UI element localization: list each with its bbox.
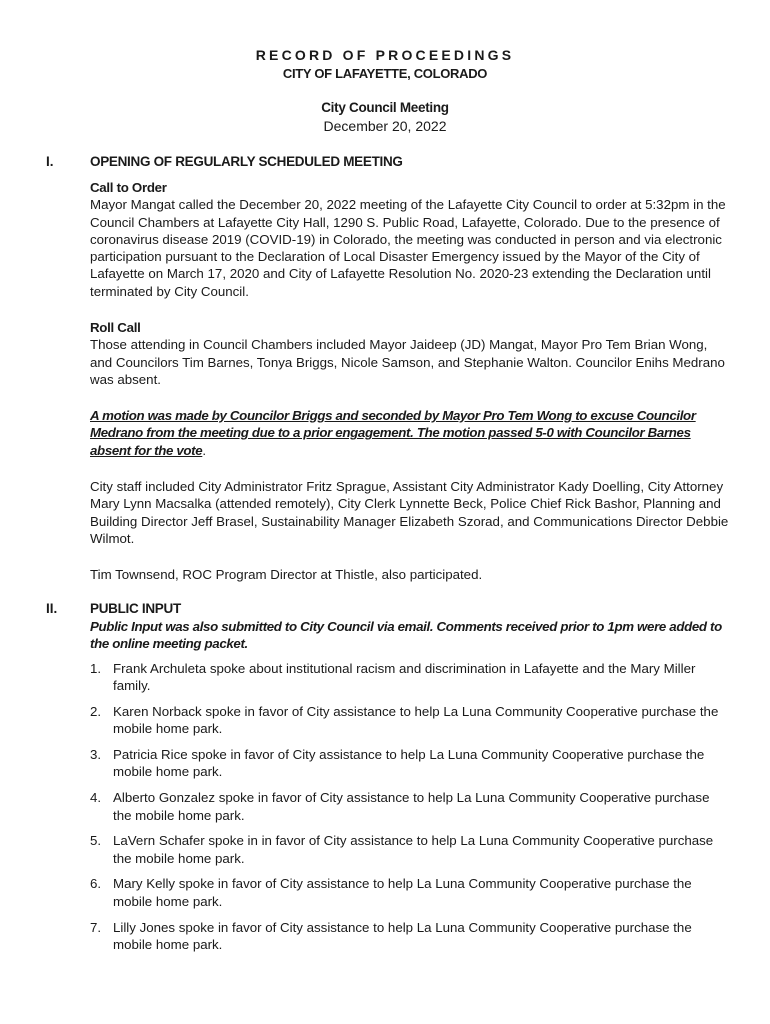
list-item-text: Mary Kelly spoke in favor of City assistance to help La Luna Community Cooperative purchase the mobile home park. — [113, 876, 692, 909]
list-item — [90, 875, 730, 910]
list-item-text: Patricia Rice spoke in favor of City assistance to help La Luna Community Cooperative purchase the mobile home park. — [113, 747, 705, 780]
list-item — [90, 832, 730, 867]
list-item — [90, 789, 730, 824]
staff-paragraph: City staff included City Administrator Fritz Sprague, Assistant City Administrator Kady Doelling, City Attorney Mary Lynn Macsalka (attended remotely), City Clerk Lynnette Beck, Police Chief Rick Bashor, Planning and Building Director Jeff Brasel, Sustainability Manager Elizabeth Szorad, and Communications Director Debbie Wilmot. — [90, 479, 729, 546]
list-item-text: Alberto Gonzalez spoke in favor of City assistance to help La Luna Community Cooperative purchase the mobile home park. — [113, 790, 710, 823]
roll-call-text: Those attending in Council Chambers included Mayor Jaideep (JD) Mangat, Mayor Pro Tem Brian Wong, and Councilors Tim Barnes, Tonya Briggs, Nicole Samson, and Stephanie Walton. Councilor Enihs Medrano was absent. — [90, 337, 725, 387]
list-item-text: Karen Norback spoke in favor of City assistance to help La Luna Community Cooperative purchase the mobile home park. — [113, 704, 719, 737]
record-title: RECORD OF PROCEEDINGS — [255, 47, 515, 63]
section-2-title: PUBLIC INPUT — [90, 601, 181, 616]
motion-end: . — [202, 442, 207, 458]
list-item-number: 2. — [90, 704, 102, 720]
motion-paragraph — [90, 407, 730, 459]
section-2-number: II. — [46, 601, 58, 616]
list-item-text: Frank Archuleta spoke about institutional racism and discrimination in Lafayette and the Mary Miller family. — [113, 661, 696, 694]
list-item-number: 1. — [90, 661, 102, 676]
public-input-list — [90, 660, 730, 962]
motion-text: A motion was made by Councilor Briggs and seconded by Mayor Pro Tem Wong to excuse Councilor Medrano from the meeting due to a prior engagement. The motion passed 5-0 with Councilor Barnes absent for the vote — [90, 408, 696, 458]
list-item-text: LaVern Schafer spoke in in favor of City assistance to help La Luna Community Cooperative purchase the mobile home park. — [113, 833, 714, 866]
list-item-number: 5. — [90, 833, 102, 849]
city-name: CITY OF LAFAYETTE, COLORADO — [282, 66, 488, 81]
public-input-note-text: Public Input was also submitted to City Council via email. Comments received prior to 1pm were added to the online meeting packet. — [90, 619, 722, 652]
other-participant: Tim Townsend, ROC Program Director at Thistle, also participated. — [90, 567, 483, 582]
list-item-number: 3. — [90, 747, 102, 763]
meeting-date: December 20, 2022 — [323, 118, 447, 134]
roll-call-heading: Roll Call — [90, 320, 141, 335]
call-to-order-text: Mayor Mangat called the December 20, 2022 meeting of the Lafayette City Council to order at 5:32pm in the Council Chambers at Lafayette City Hall, 1290 S. Public Road, Lafayette, Colorado. Due to the presence of coronavirus disease 2019 (COVID-19) in Colorado, the meeting was conducted in person and via electronic participation pursuant to the Declaration of Local Disaster Emergency issued by the Mayor of the City of Lafayette on March 17, 2020 and City of Lafayette Resolution No. 2020-23 extending the Declaration until terminated by City Council. — [90, 197, 726, 299]
list-item-number: 4. — [90, 790, 102, 806]
section-1-title: OPENING OF REGULARLY SCHEDULED MEETING — [90, 154, 403, 169]
list-item-number: 7. — [90, 919, 102, 935]
list-item — [90, 660, 730, 695]
list-item — [90, 746, 730, 781]
list-item — [90, 919, 730, 954]
roll-call — [90, 319, 730, 388]
call-to-order-heading: Call to Order — [90, 180, 167, 195]
list-item-number: 6. — [90, 876, 102, 892]
section-1-number: I. — [46, 154, 54, 169]
list-item-text: Lilly Jones spoke in favor of City assistance to help La Luna Community Cooperative purchase the mobile home park. — [113, 919, 692, 952]
meeting-name: City Council Meeting — [321, 100, 449, 115]
public-input-note — [90, 618, 730, 653]
call-to-order — [90, 179, 730, 300]
list-item — [90, 703, 730, 738]
